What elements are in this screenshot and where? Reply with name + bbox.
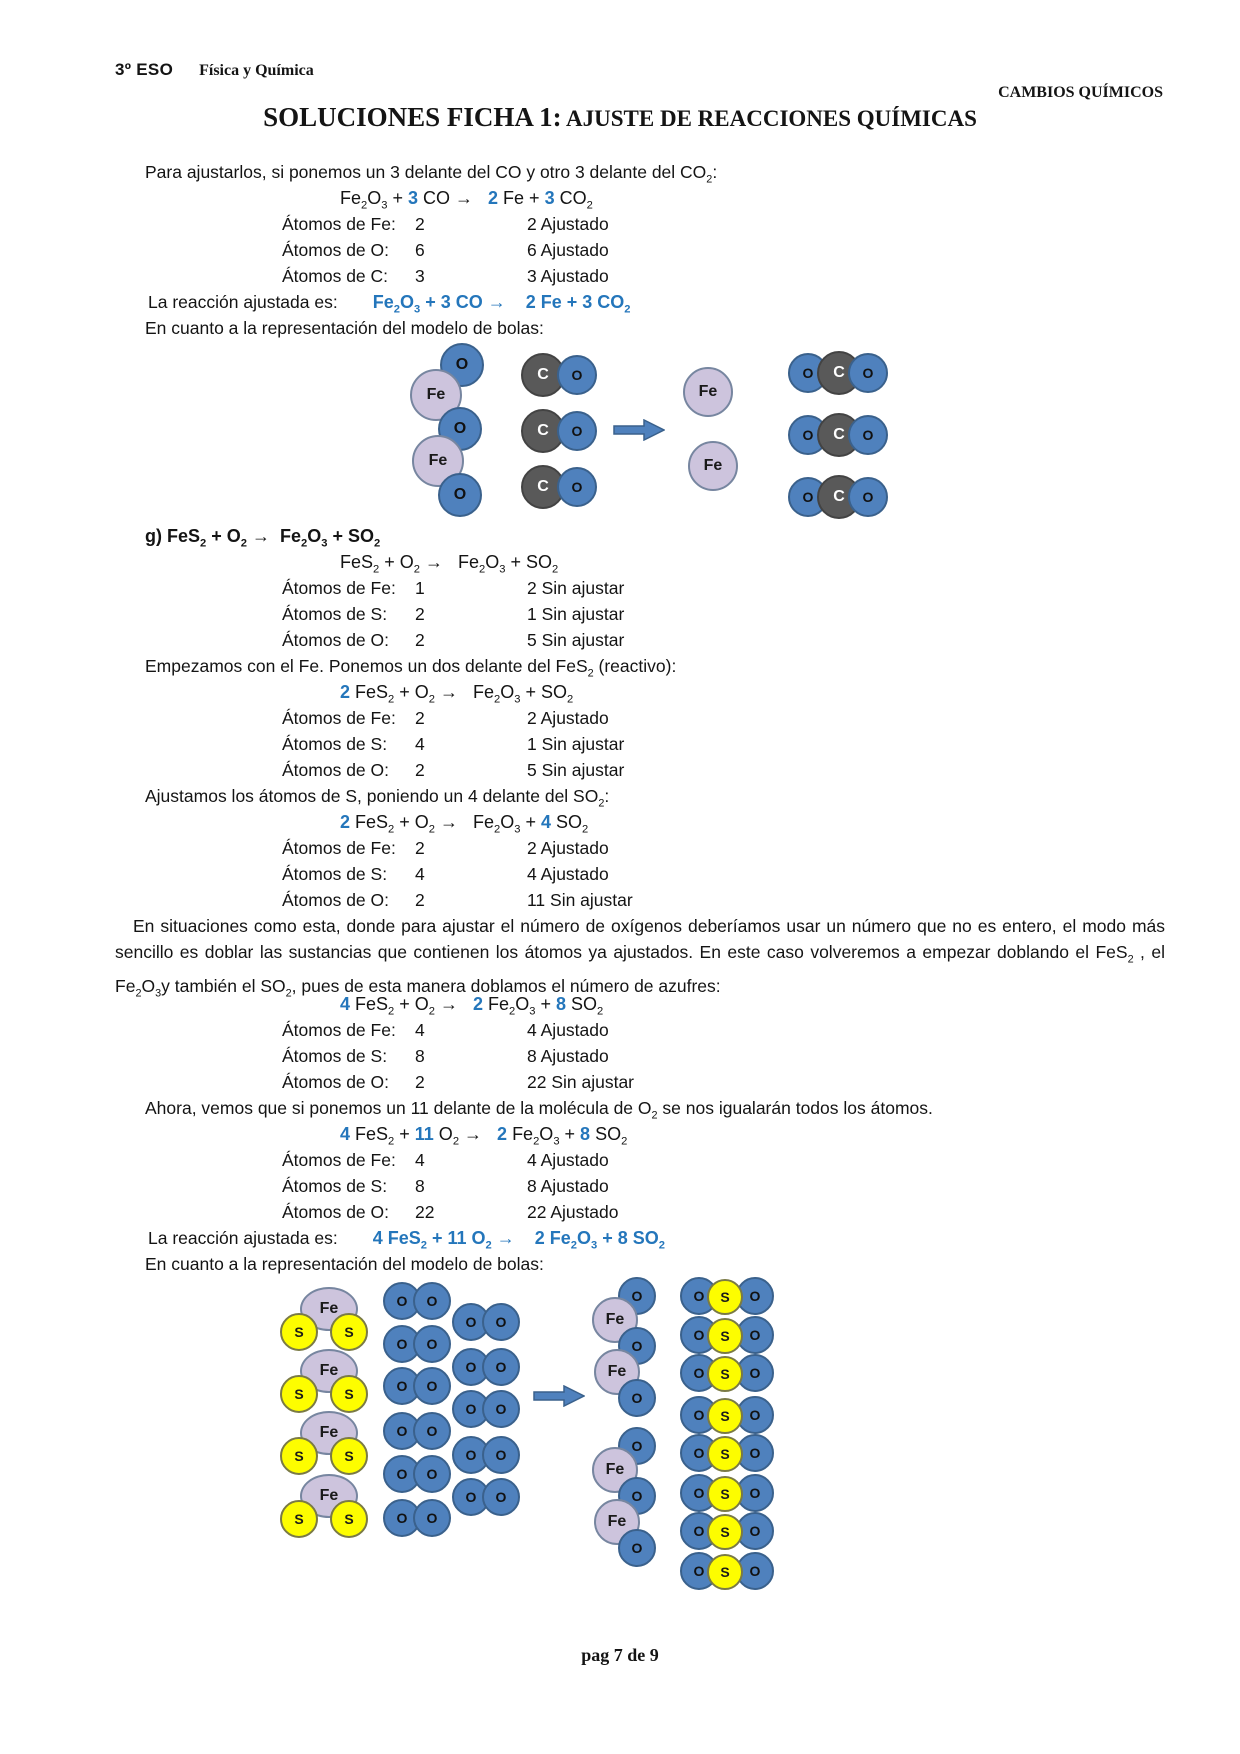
s-atom: S	[707, 1318, 743, 1354]
atom-label: Átomos de O:	[282, 1072, 389, 1092]
atom-count: 2	[415, 214, 425, 234]
o-atom: O	[848, 415, 888, 455]
o-atom: O	[736, 1396, 774, 1434]
o-atom: O	[680, 1434, 718, 1472]
o-atom: O	[557, 411, 597, 451]
atom-status: 1 Sin ajustar	[527, 604, 625, 624]
o-atom: O	[452, 1348, 490, 1386]
o-atom: O	[413, 1455, 451, 1493]
o-atom: O	[788, 477, 828, 517]
o-atom: O	[557, 467, 597, 507]
o-atom: O	[680, 1512, 718, 1550]
o-atom: O	[482, 1303, 520, 1341]
atom-count-row	[115, 861, 1165, 887]
reaction-prefix: La reacción ajustada es:	[148, 292, 338, 312]
o-atom: O	[848, 353, 888, 393]
o-atom: O	[736, 1316, 774, 1354]
molecule-diagram-d1	[115, 341, 1165, 523]
atom-count: 4	[415, 734, 425, 754]
atom-status: 4 Ajustado	[527, 864, 609, 884]
atom-count-row	[115, 887, 1165, 913]
atom-count-row	[115, 575, 1165, 601]
atom-count: 2	[415, 760, 425, 780]
c-atom: C	[817, 475, 861, 519]
atom-count-row	[115, 1043, 1165, 1069]
c-atom: C	[817, 413, 861, 457]
atom-count: 2	[415, 1072, 425, 1092]
s-atom: S	[280, 1313, 318, 1351]
atom-status: 22 Sin ajustar	[527, 1072, 635, 1092]
c-atom: C	[521, 353, 565, 397]
atom-status: 4 Ajustado	[527, 1020, 609, 1040]
s-atom: S	[707, 1436, 743, 1472]
o-atom: O	[438, 407, 482, 451]
atom-count: 6	[415, 240, 425, 260]
balanced-reaction-line	[115, 289, 1165, 315]
c-atom: C	[521, 465, 565, 509]
s-atom: S	[707, 1279, 743, 1315]
atom-status: 5 Sin ajustar	[527, 630, 625, 650]
section-heading: g) $FeS_2 + O_2 \to Fe_2O_3 + SO_2$	[145, 526, 381, 550]
o-atom: O	[383, 1325, 421, 1363]
equation-line: 4 $FeS_2 + O_2 \to 2$ $Fe_2O_3 + 8$ $SO_2$	[340, 994, 604, 1018]
fe-atom: Fe	[300, 1349, 358, 1393]
atom-count: 4	[415, 864, 425, 884]
o-atom: O	[383, 1455, 421, 1493]
o-atom: O	[618, 1379, 656, 1417]
atom-status: 22 Ajustado	[527, 1202, 619, 1222]
atom-label: Átomos de S:	[282, 604, 388, 624]
equation-line: 2 $FeS_2 + O_2 \to Fe_2O_3 + SO_2$	[340, 682, 574, 706]
atom-label: Átomos de Fe:	[282, 708, 396, 728]
o-atom: O	[383, 1499, 421, 1537]
o-atom: O	[452, 1303, 490, 1341]
fe-atom: Fe	[594, 1349, 640, 1395]
atom-count-row	[115, 705, 1165, 731]
atom-label: Átomos de Fe:	[282, 838, 396, 858]
atom-status: 4 Ajustado	[527, 1150, 609, 1170]
atom-count: 8	[415, 1046, 425, 1066]
o-atom: O	[848, 477, 888, 517]
atom-count: 1	[415, 578, 425, 598]
reaction-prefix: La reacción ajustada es:	[148, 1228, 338, 1248]
equation-line: $Fe_2O_3 + 3$ CO → 2 Fe + 3 $CO_2$	[340, 188, 593, 212]
atom-status: 2 Sin ajustar	[527, 578, 625, 598]
s-atom: S	[707, 1554, 743, 1590]
atom-label: Átomos de O:	[282, 760, 389, 780]
o-atom: O	[736, 1552, 774, 1590]
atom-count-row	[115, 211, 1165, 237]
atom-count-row	[115, 601, 1165, 627]
unit-label: CAMBIOS QUÍMICOS	[998, 84, 1163, 101]
s-atom: S	[280, 1437, 318, 1475]
o-atom: O	[557, 355, 597, 395]
text-line: En cuanto a la representación del modelo de bolas:	[145, 318, 544, 338]
atom-count-row	[115, 1017, 1165, 1043]
atom-status: 1 Sin ajustar	[527, 734, 625, 754]
subject-label: Física y Química	[199, 62, 314, 79]
fe-atom: Fe	[594, 1499, 640, 1545]
o-atom: O	[680, 1316, 718, 1354]
o-atom: O	[618, 1277, 656, 1315]
o-atom: O	[680, 1396, 718, 1434]
s-atom: S	[330, 1375, 368, 1413]
text-line: Ajustamos los átomos de S, poniendo un 4 delante del $SO_2$:	[145, 786, 610, 810]
o-atom: O	[482, 1390, 520, 1428]
atom-count: 2	[415, 604, 425, 624]
o-atom: O	[413, 1367, 451, 1405]
equation-line: $FeS_2 + O_2 \to Fe_2O_3 + SO_2$	[340, 552, 559, 576]
fe-atom: Fe	[300, 1287, 358, 1331]
molecule-diagram-d2	[115, 1277, 1165, 1599]
atom-label: Átomos de Fe:	[282, 578, 396, 598]
atom-status: 6 Ajustado	[527, 240, 609, 260]
fe-atom: Fe	[300, 1411, 358, 1455]
atom-label: Átomos de Fe:	[282, 1020, 396, 1040]
reaction-arrow-icon	[533, 1385, 585, 1412]
o-atom: O	[788, 415, 828, 455]
s-atom: S	[330, 1313, 368, 1351]
atom-status: 8 Ajustado	[527, 1046, 609, 1066]
course-label: 3º ESO	[115, 60, 174, 79]
title-sub: AJUSTE DE REACCIONES QUÍMICAS	[566, 106, 977, 131]
atom-status: 11 Sin ajustar	[527, 890, 633, 910]
fe-atom: Fe	[688, 441, 738, 491]
equation-line: 4 FeS$_2$ + 11 $O_2 \to 2$ $Fe_2O_3 + 8$ $SO_2$	[340, 1124, 628, 1148]
atom-status: 5 Sin ajustar	[527, 760, 625, 780]
fe-atom: Fe	[300, 1474, 358, 1518]
fe-atom: Fe	[412, 435, 464, 487]
o-atom: O	[736, 1474, 774, 1512]
atom-count-row	[115, 757, 1165, 783]
atom-count-row	[115, 731, 1165, 757]
document-body	[0, 159, 1240, 1599]
atom-label: Átomos de O:	[282, 240, 389, 260]
o-atom: O	[618, 1327, 656, 1365]
o-atom: O	[736, 1512, 774, 1550]
text-line: Ahora, vemos que si ponemos un 11 delante de la molécula de $O_2$ se nos igualarán todos los átomos.	[145, 1098, 933, 1122]
o-atom: O	[438, 473, 482, 517]
reaction-arrow-icon	[613, 419, 665, 446]
o-atom: O	[736, 1277, 774, 1315]
atom-count: 2	[415, 890, 425, 910]
s-atom: S	[280, 1375, 318, 1413]
s-atom: S	[707, 1356, 743, 1392]
atom-count-row	[115, 237, 1165, 263]
o-atom: O	[383, 1367, 421, 1405]
o-atom: O	[482, 1478, 520, 1516]
balanced-reaction-line	[115, 1225, 1165, 1251]
o-atom: O	[452, 1478, 490, 1516]
atom-count-row	[115, 1173, 1165, 1199]
o-atom: O	[413, 1499, 451, 1537]
text-line: Empezamos con el Fe. Ponemos un dos delante del FeS$_2$ (reactivo):	[145, 656, 677, 680]
s-atom: S	[330, 1500, 368, 1538]
atom-label: Átomos de S:	[282, 734, 388, 754]
atom-count: 4	[415, 1020, 425, 1040]
atom-count-row	[115, 1069, 1165, 1095]
s-atom: S	[330, 1437, 368, 1475]
o-atom: O	[618, 1427, 656, 1465]
page-header	[0, 0, 1240, 80]
atom-label: Átomos de S:	[282, 1176, 388, 1196]
o-atom: O	[680, 1354, 718, 1392]
atom-label: Átomos de S:	[282, 864, 388, 884]
o-atom: O	[413, 1282, 451, 1320]
o-atom: O	[736, 1354, 774, 1392]
atom-count: 2	[415, 838, 425, 858]
atom-count: 2	[415, 630, 425, 650]
atom-label: Átomos de O:	[282, 890, 389, 910]
o-atom: O	[788, 353, 828, 393]
o-atom: O	[618, 1477, 656, 1515]
atom-label: Átomos de O:	[282, 1202, 389, 1222]
atom-count: 2	[415, 708, 425, 728]
s-atom: S	[707, 1398, 743, 1434]
o-atom: O	[482, 1348, 520, 1386]
o-atom: O	[383, 1412, 421, 1450]
c-atom: C	[521, 409, 565, 453]
balanced-equation: 4 FeS$_2$ + 11 $O_2$ → 2 $Fe_2O_3 + 8$ $SO_2$	[372, 1228, 665, 1252]
atom-label: Átomos de O:	[282, 630, 389, 650]
atom-count: 22	[415, 1202, 435, 1222]
fe-atom: Fe	[592, 1297, 638, 1343]
page-number: pag 7 de 9	[581, 1645, 659, 1665]
atom-count: 3	[415, 266, 425, 286]
atom-status: 8 Ajustado	[527, 1176, 609, 1196]
atom-label: Átomos de Fe:	[282, 214, 396, 234]
text-line: Para ajustarlos, si ponemos un 3 delante del CO y otro 3 delante del $CO_2$:	[145, 162, 718, 186]
o-atom: O	[736, 1434, 774, 1472]
atom-count-row	[115, 627, 1165, 653]
o-atom: O	[482, 1436, 520, 1474]
atom-label: Átomos de Fe:	[282, 1150, 396, 1170]
paragraph: En situaciones como esta, donde para ajustar el número de oxígenos deberíamos usar un número que no es entero, el modo más sencillo es doblar las sustancias que contienen los átomos ya ajustados. En este caso volveremos a empezar doblando el FeS$_2$ , el $Fe_2O_3y$ también el $SO_2$, pues de esta manera doblamos el número de azufres:	[115, 916, 1165, 999]
atom-status: 2 Ajustado	[527, 708, 609, 728]
s-atom: S	[280, 1500, 318, 1538]
o-atom: O	[383, 1282, 421, 1320]
atom-status: 2 Ajustado	[527, 214, 609, 234]
title-main: SOLUCIONES FICHA 1:	[263, 102, 562, 132]
o-atom: O	[680, 1277, 718, 1315]
o-atom: O	[413, 1412, 451, 1450]
equation-line: 2 $FeS_2 + O_2 \to Fe_2O_3 + 4$ $SO_2$	[340, 812, 589, 836]
atom-status: 2 Ajustado	[527, 838, 609, 858]
atom-count-row	[115, 1199, 1165, 1225]
atom-label: Átomos de S:	[282, 1046, 388, 1066]
atom-count: 4	[415, 1150, 425, 1170]
o-atom: O	[452, 1390, 490, 1428]
o-atom: O	[618, 1529, 656, 1567]
page-title	[0, 102, 1240, 133]
balanced-equation: $Fe_2O_3 + 3$ CO → 2 Fe + 3 $CO_2$	[372, 292, 631, 316]
s-atom: S	[707, 1514, 743, 1550]
fe-atom: Fe	[592, 1447, 638, 1493]
atom-label: Átomos de C:	[282, 266, 389, 286]
atom-count: 8	[415, 1176, 425, 1196]
fe-atom: Fe	[683, 367, 733, 417]
o-atom: O	[452, 1436, 490, 1474]
atom-count-row	[115, 835, 1165, 861]
o-atom: O	[680, 1552, 718, 1590]
o-atom: O	[413, 1325, 451, 1363]
o-atom: O	[680, 1474, 718, 1512]
atom-count-row	[115, 263, 1165, 289]
o-atom: O	[440, 343, 484, 387]
atom-count-row	[115, 1147, 1165, 1173]
fe-atom: Fe	[410, 369, 462, 421]
text-line: En cuanto a la representación del modelo de bolas:	[145, 1254, 544, 1274]
c-atom: C	[817, 351, 861, 395]
atom-status: 3 Ajustado	[527, 266, 609, 286]
s-atom: S	[707, 1476, 743, 1512]
